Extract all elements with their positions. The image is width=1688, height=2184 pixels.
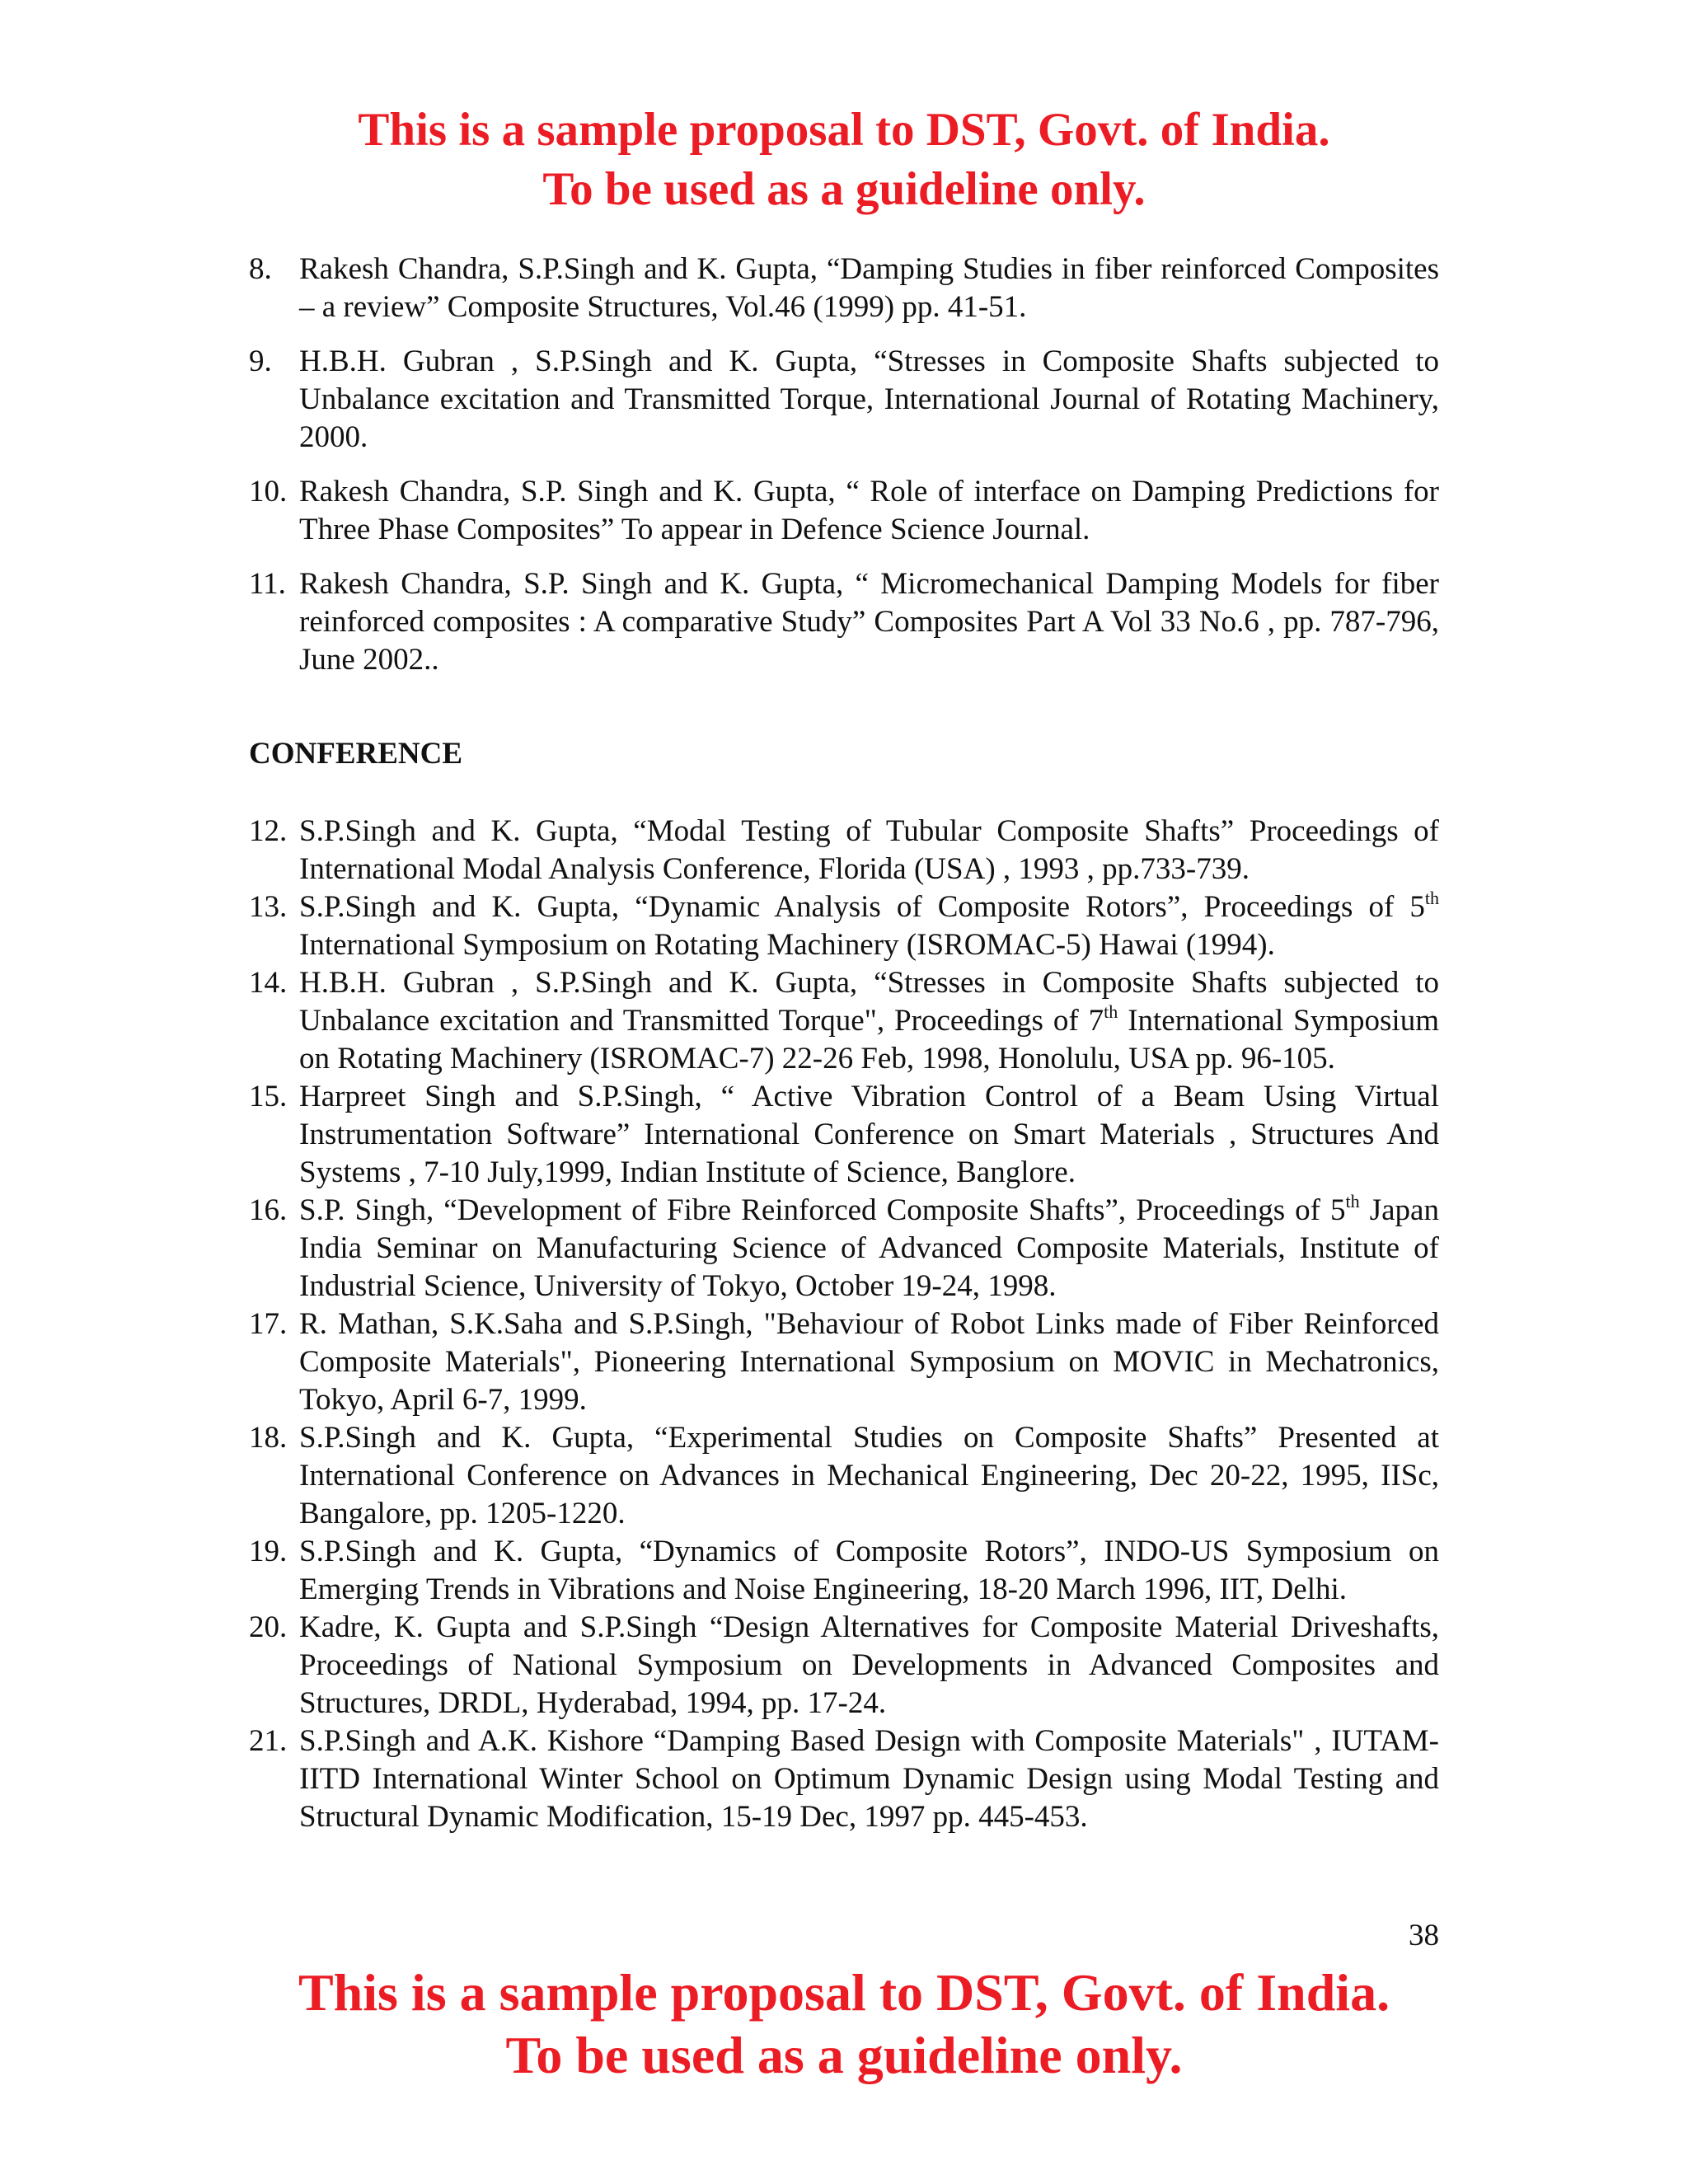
reference-text: S.P.Singh and A.K. Kishore “Damping Based Design with Composite Materials" , IUTAM-IITD International Winter School on Optimum Dynamic Design using Modal Testing and Structural Dynamic Modification, 15-19 Dec, 1997 pp. 445-453.: [299, 1724, 1439, 1834]
reference-item: [249, 343, 1439, 457]
section-heading-conference: CONFERENCE: [249, 737, 463, 771]
reference-item: [249, 1192, 1439, 1305]
reference-item: [249, 1609, 1439, 1722]
reference-number: 9.: [249, 344, 272, 378]
reference-item: [249, 1078, 1439, 1192]
reference-item: [249, 473, 1439, 549]
reference-text: S.P.Singh and K. Gupta, “Dynamics of Composite Rotors”, INDO-US Symposium on Emerging Trends in Vibrations and Noise Engineering, 18-20 March 1996, IIT, Delhi.: [299, 1535, 1439, 1606]
conference-reference-list: [249, 813, 1439, 1836]
reference-number: 18.: [249, 1421, 288, 1455]
banner-line-2: To be used as a guideline only.: [542, 163, 1146, 215]
reference-number: 21.: [249, 1724, 288, 1758]
reference-number: 16.: [249, 1193, 288, 1227]
reference-item: [249, 964, 1439, 1078]
banner-line-1: This is a sample proposal to DST, Govt. of India.: [358, 104, 1330, 156]
superscript: th: [1345, 1191, 1360, 1212]
reference-text: Kadre, K. Gupta and S.P.Singh “Design Alternatives for Composite Material Driveshafts, Proceedings of National Symposium on Developments in Advanced Composites and Structures, DRDL, Hyderabad, 1994, pp. 17-24.: [299, 1610, 1439, 1720]
reference-number: 13.: [249, 890, 288, 924]
reference-item: [249, 813, 1439, 888]
reference-text: Rakesh Chandra, S.P. Singh and K. Gupta, “ Micromechanical Damping Models for fiber reinforced composites : A comparative Study” Composites Part A Vol 33 No.6 , pp. 787-796, June 2002..: [299, 567, 1439, 677]
reference-item: [249, 565, 1439, 679]
reference-number: 19.: [249, 1535, 288, 1568]
reference-number: 10.: [249, 475, 288, 509]
reference-number: 17.: [249, 1307, 288, 1341]
journal-reference-list: [249, 251, 1439, 696]
page-number: 38: [1409, 1919, 1439, 1952]
reference-text: Rakesh Chandra, S.P. Singh and K. Gupta, “ Role of interface on Damping Predictions for Three Phase Composites” To appear in Defence Science Journal.: [299, 475, 1439, 546]
reference-text: H.B.H. Gubran , S.P.Singh and K. Gupta, “Stresses in Composite Shafts subjected to Unbalance excitation and Transmitted Torque", Proceedings of 7th International Symposium on Rotating Machinery (ISROMAC-7) 22-26 Feb, 1998, Honolulu, USA pp. 96-105.: [299, 966, 1439, 1076]
reference-number: 12.: [249, 814, 288, 848]
reference-item: [249, 251, 1439, 326]
reference-number: 15.: [249, 1080, 288, 1113]
reference-text: Harpreet Singh and S.P.Singh, “ Active Vibration Control of a Beam Using Virtual Instrumentation Software” International Conference on Smart Materials , Structures And Systems , 7-10 July,1999, Indian Institute of Science, Banglore.: [299, 1080, 1439, 1189]
reference-number: 11.: [249, 567, 286, 601]
reference-text: S.P.Singh and K. Gupta, “Experimental Studies on Composite Shafts” Presented at International Conference on Advances in Mechanical Engineering, Dec 20-22, 1995, IISc, Bangalore, pp. 1205-1220.: [299, 1421, 1439, 1530]
reference-text: Rakesh Chandra, S.P.Singh and K. Gupta, “Damping Studies in fiber reinforced Composites – a review” Composite Structures, Vol.46 (1999) pp. 41-51.: [299, 252, 1439, 324]
reference-text: S.P. Singh, “Development of Fibre Reinforced Composite Shafts”, Proceedings of 5th Japan India Seminar on Manufacturing Science of Advanced Composite Materials, Institute of Industrial Science, University of Tokyo, October 19-24, 1998.: [299, 1191, 1439, 1303]
reference-item: [249, 1722, 1439, 1836]
reference-text: H.B.H. Gubran , S.P.Singh and K. Gupta, “Stresses in Composite Shafts subjected to Unbalance excitation and Transmitted Torque, International Journal of Rotating Machinery, 2000.: [299, 344, 1439, 454]
superscript: th: [1104, 1001, 1118, 1022]
reference-text: R. Mathan, S.K.Saha and S.P.Singh, "Behaviour of Robot Links made of Fiber Reinforced Composite Materials", Pioneering International Symposium on MOVIC in Mechatronics, Tokyo, April 6-7, 1999.: [299, 1307, 1439, 1417]
reference-text: S.P.Singh and K. Gupta, “Dynamic Analysis of Composite Rotors”, Proceedings of 5th International Symposium on Rotating Machinery (ISROMAC-5) Hawai (1994).: [299, 888, 1439, 962]
superscript: th: [1424, 888, 1439, 908]
reference-number: 20.: [249, 1610, 288, 1644]
reference-item: [249, 1419, 1439, 1533]
reference-number: 8.: [249, 252, 272, 286]
reference-number: 14.: [249, 966, 288, 1000]
reference-item: [249, 1305, 1439, 1419]
reference-item: [249, 888, 1439, 964]
reference-text: S.P.Singh and K. Gupta, “Modal Testing of Tubular Composite Shafts” Proceedings of International Modal Analysis Conference, Florida (USA) , 1993 , pp.733-739.: [299, 814, 1439, 886]
banner-line-1: This is a sample proposal to DST, Govt. of India.: [298, 1963, 1390, 2022]
banner-line-2: To be used as a guideline only.: [505, 2026, 1183, 2084]
watermark-banner-top: [0, 101, 1688, 219]
watermark-banner-bottom: [0, 1961, 1688, 2087]
reference-item: [249, 1533, 1439, 1609]
